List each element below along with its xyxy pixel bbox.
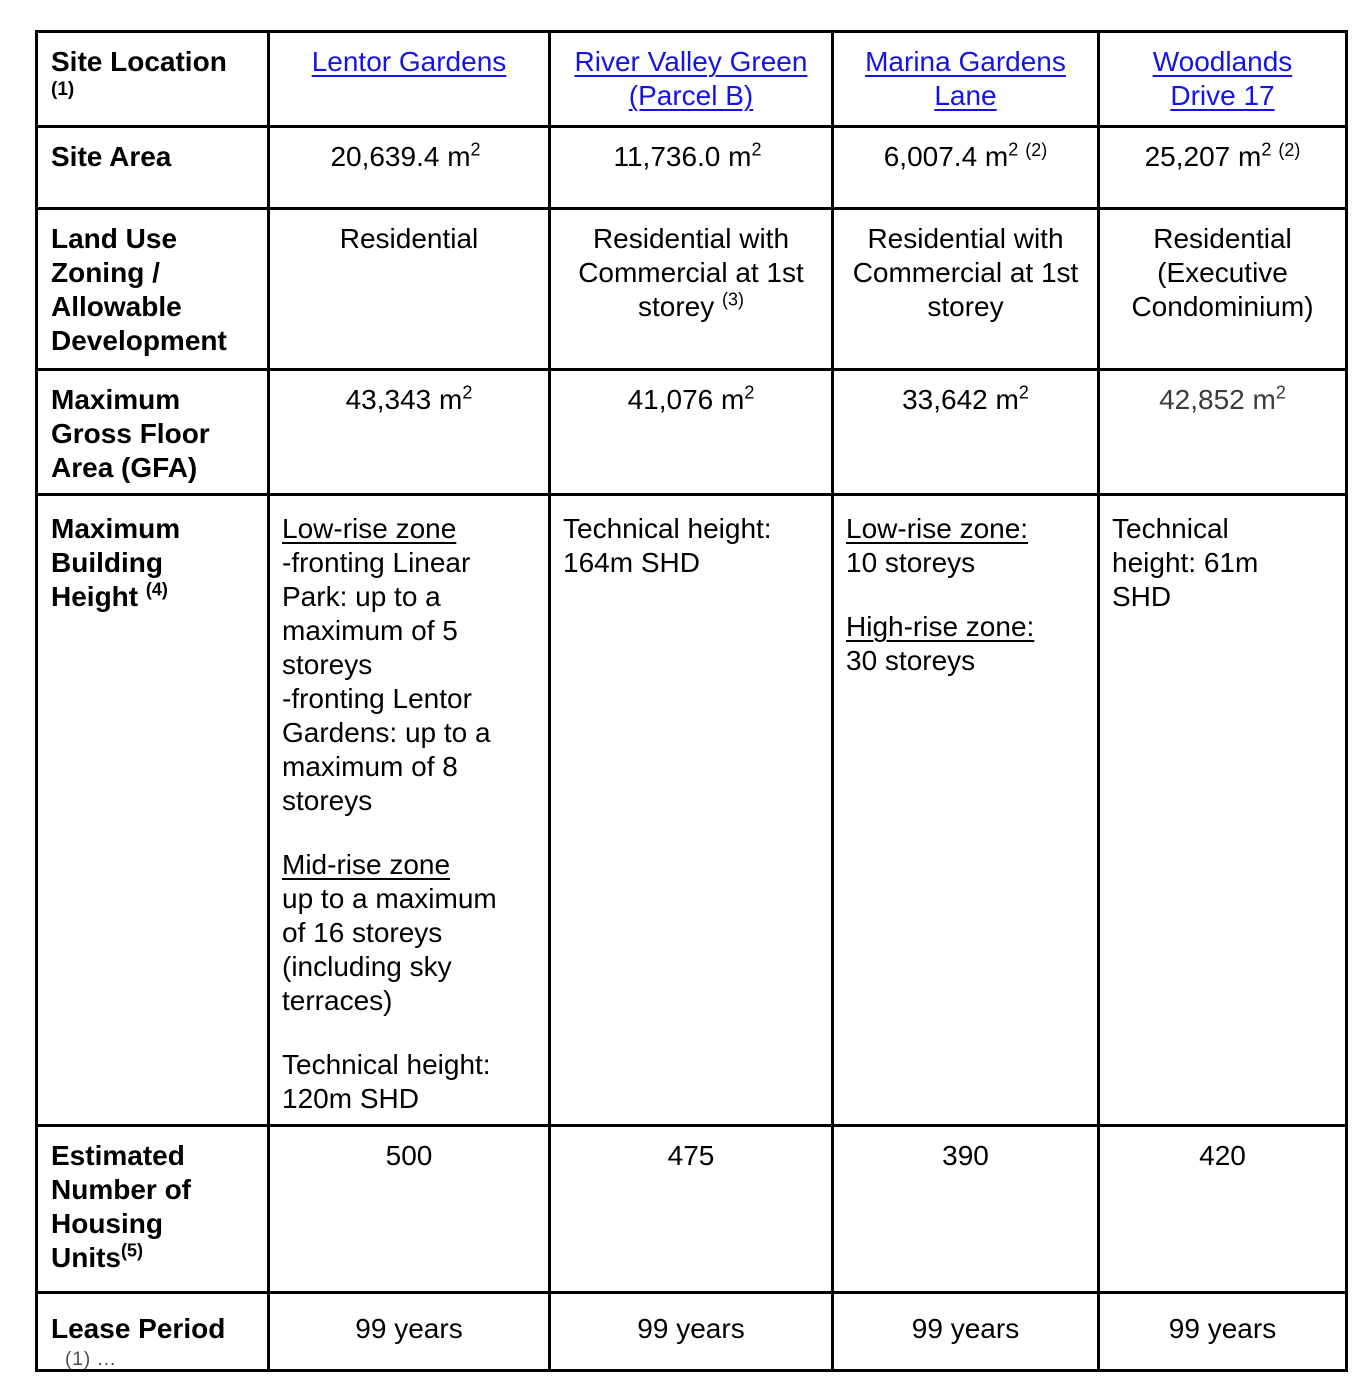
- cell-site-area-lentor: [269, 127, 550, 209]
- site-area-value: 25,207 m: [1144, 141, 1262, 172]
- row-lease-period: [37, 1293, 1347, 1371]
- cell-header-woodlands: [1099, 32, 1347, 127]
- cell-site-area-marina: [833, 127, 1099, 209]
- cell-gfa-woodlands: [1099, 370, 1347, 495]
- cell-height-lentor: Low-rise zone -fronting Linear Park: up to a maximum of 5 storeys -fronting Lentor Gardens: up to a maximum of 8 storeys Mid-rise zone up to a maximum of 16 storeys (including sky terraces) Technical height: 120m SHD: [269, 495, 550, 1126]
- cell-lease-marina: 99 years: [833, 1293, 1099, 1371]
- link-marina-gardens-lane[interactable]: Marina Gardens Lane: [865, 46, 1066, 111]
- row-land-use: [37, 209, 1347, 370]
- cell-lease-river-valley: 99 years: [550, 1293, 833, 1371]
- gfa-value: 43,343 m: [345, 384, 463, 415]
- site-location-title: Site Location: [51, 46, 227, 77]
- row-housing-units: [37, 1126, 1347, 1293]
- cell-gfa-lentor: [269, 370, 550, 495]
- cell-land-use-woodlands: Residential (Executive Condominium): [1099, 209, 1347, 370]
- row-header-land-use: Land Use Zoning / Allowable Development: [37, 209, 269, 370]
- sq-exponent: 2: [462, 382, 473, 403]
- cell-units-marina: 390: [833, 1126, 1099, 1293]
- footnote-fragment-text: (1) ...: [65, 1349, 117, 1370]
- footnote-ref: (2): [1025, 139, 1048, 160]
- cell-height-river-valley: Technical height: 164m SHD: [550, 495, 833, 1126]
- cell-site-area-river-valley: [550, 127, 833, 209]
- cell-land-use-lentor: Residential: [269, 209, 550, 370]
- footnote-ref: (2): [1278, 139, 1301, 160]
- sq-exponent: 2: [744, 382, 755, 403]
- gfa-value: 42,852 m: [1159, 384, 1276, 415]
- row-site-area: [37, 127, 1347, 209]
- sq-exponent: 2: [1275, 382, 1286, 403]
- link-lentor-gardens[interactable]: Lentor Gardens: [311, 46, 507, 77]
- cell-units-lentor: 500: [269, 1126, 550, 1293]
- sq-exponent: 2: [751, 139, 762, 160]
- cell-height-marina: Low-rise zone: 10 storeys High-rise zone: 30 storeys: [833, 495, 1099, 1126]
- row-header-housing-units: Estimated Number of Housing Units$^{(5)}$: [37, 1126, 269, 1293]
- cell-units-river-valley: 475: [550, 1126, 833, 1293]
- cell-land-use-river-valley: Residential with Commercial at 1st storey $^{(3)}$: [550, 209, 833, 370]
- sq-exponent: 2: [1018, 382, 1029, 403]
- row-header-lease-period: Lease Period: [37, 1293, 269, 1371]
- site-location-footnote-marker: (1): [51, 79, 75, 100]
- clipped-footnote-fragment: [65, 1349, 465, 1370]
- site-area-value: 20,639.4 m: [330, 141, 471, 172]
- gfa-value: 33,642 m: [902, 384, 1019, 415]
- row-header-site-location: [37, 32, 269, 127]
- cell-height-woodlands: Technical height: 61m SHD: [1099, 495, 1347, 1126]
- link-woodlands-drive-17[interactable]: Woodlands Drive 17: [1152, 46, 1293, 111]
- link-river-valley-green-parcel-b[interactable]: River Valley Green (Parcel B): [574, 46, 808, 111]
- cell-lease-woodlands: 99 years: [1099, 1293, 1347, 1371]
- sq-exponent: 2: [470, 139, 481, 160]
- gfa-value: 41,076 m: [627, 384, 745, 415]
- cell-gfa-marina: [833, 370, 1099, 495]
- cell-units-woodlands: 420: [1099, 1126, 1347, 1293]
- land-parcels-table: [35, 30, 1348, 1372]
- sq-exponent: 2: [1008, 139, 1019, 160]
- cell-gfa-river-valley: [550, 370, 833, 495]
- row-header-building-height: Maximum Building Height $^{(4)}$: [37, 495, 269, 1126]
- cell-site-area-woodlands: [1099, 127, 1347, 209]
- row-site-location: [37, 32, 1347, 127]
- row-gfa: [37, 370, 1347, 495]
- site-area-value: 6,007.4 m: [883, 141, 1009, 172]
- cell-header-marina-gardens: [833, 32, 1099, 127]
- cell-land-use-marina: Residential with Commercial at 1st storey: [833, 209, 1099, 370]
- row-header-site-area: Site Area: [37, 127, 269, 209]
- cell-header-lentor: [269, 32, 550, 127]
- row-building-height: [37, 495, 1347, 1126]
- cell-lease-lentor: 99 years: [269, 1293, 550, 1371]
- row-header-gfa: Maximum Gross Floor Area (GFA): [37, 370, 269, 495]
- site-area-value: 11,736.0 m: [613, 141, 752, 172]
- cell-header-river-valley: [550, 32, 833, 127]
- sq-exponent: 2: [1261, 139, 1272, 160]
